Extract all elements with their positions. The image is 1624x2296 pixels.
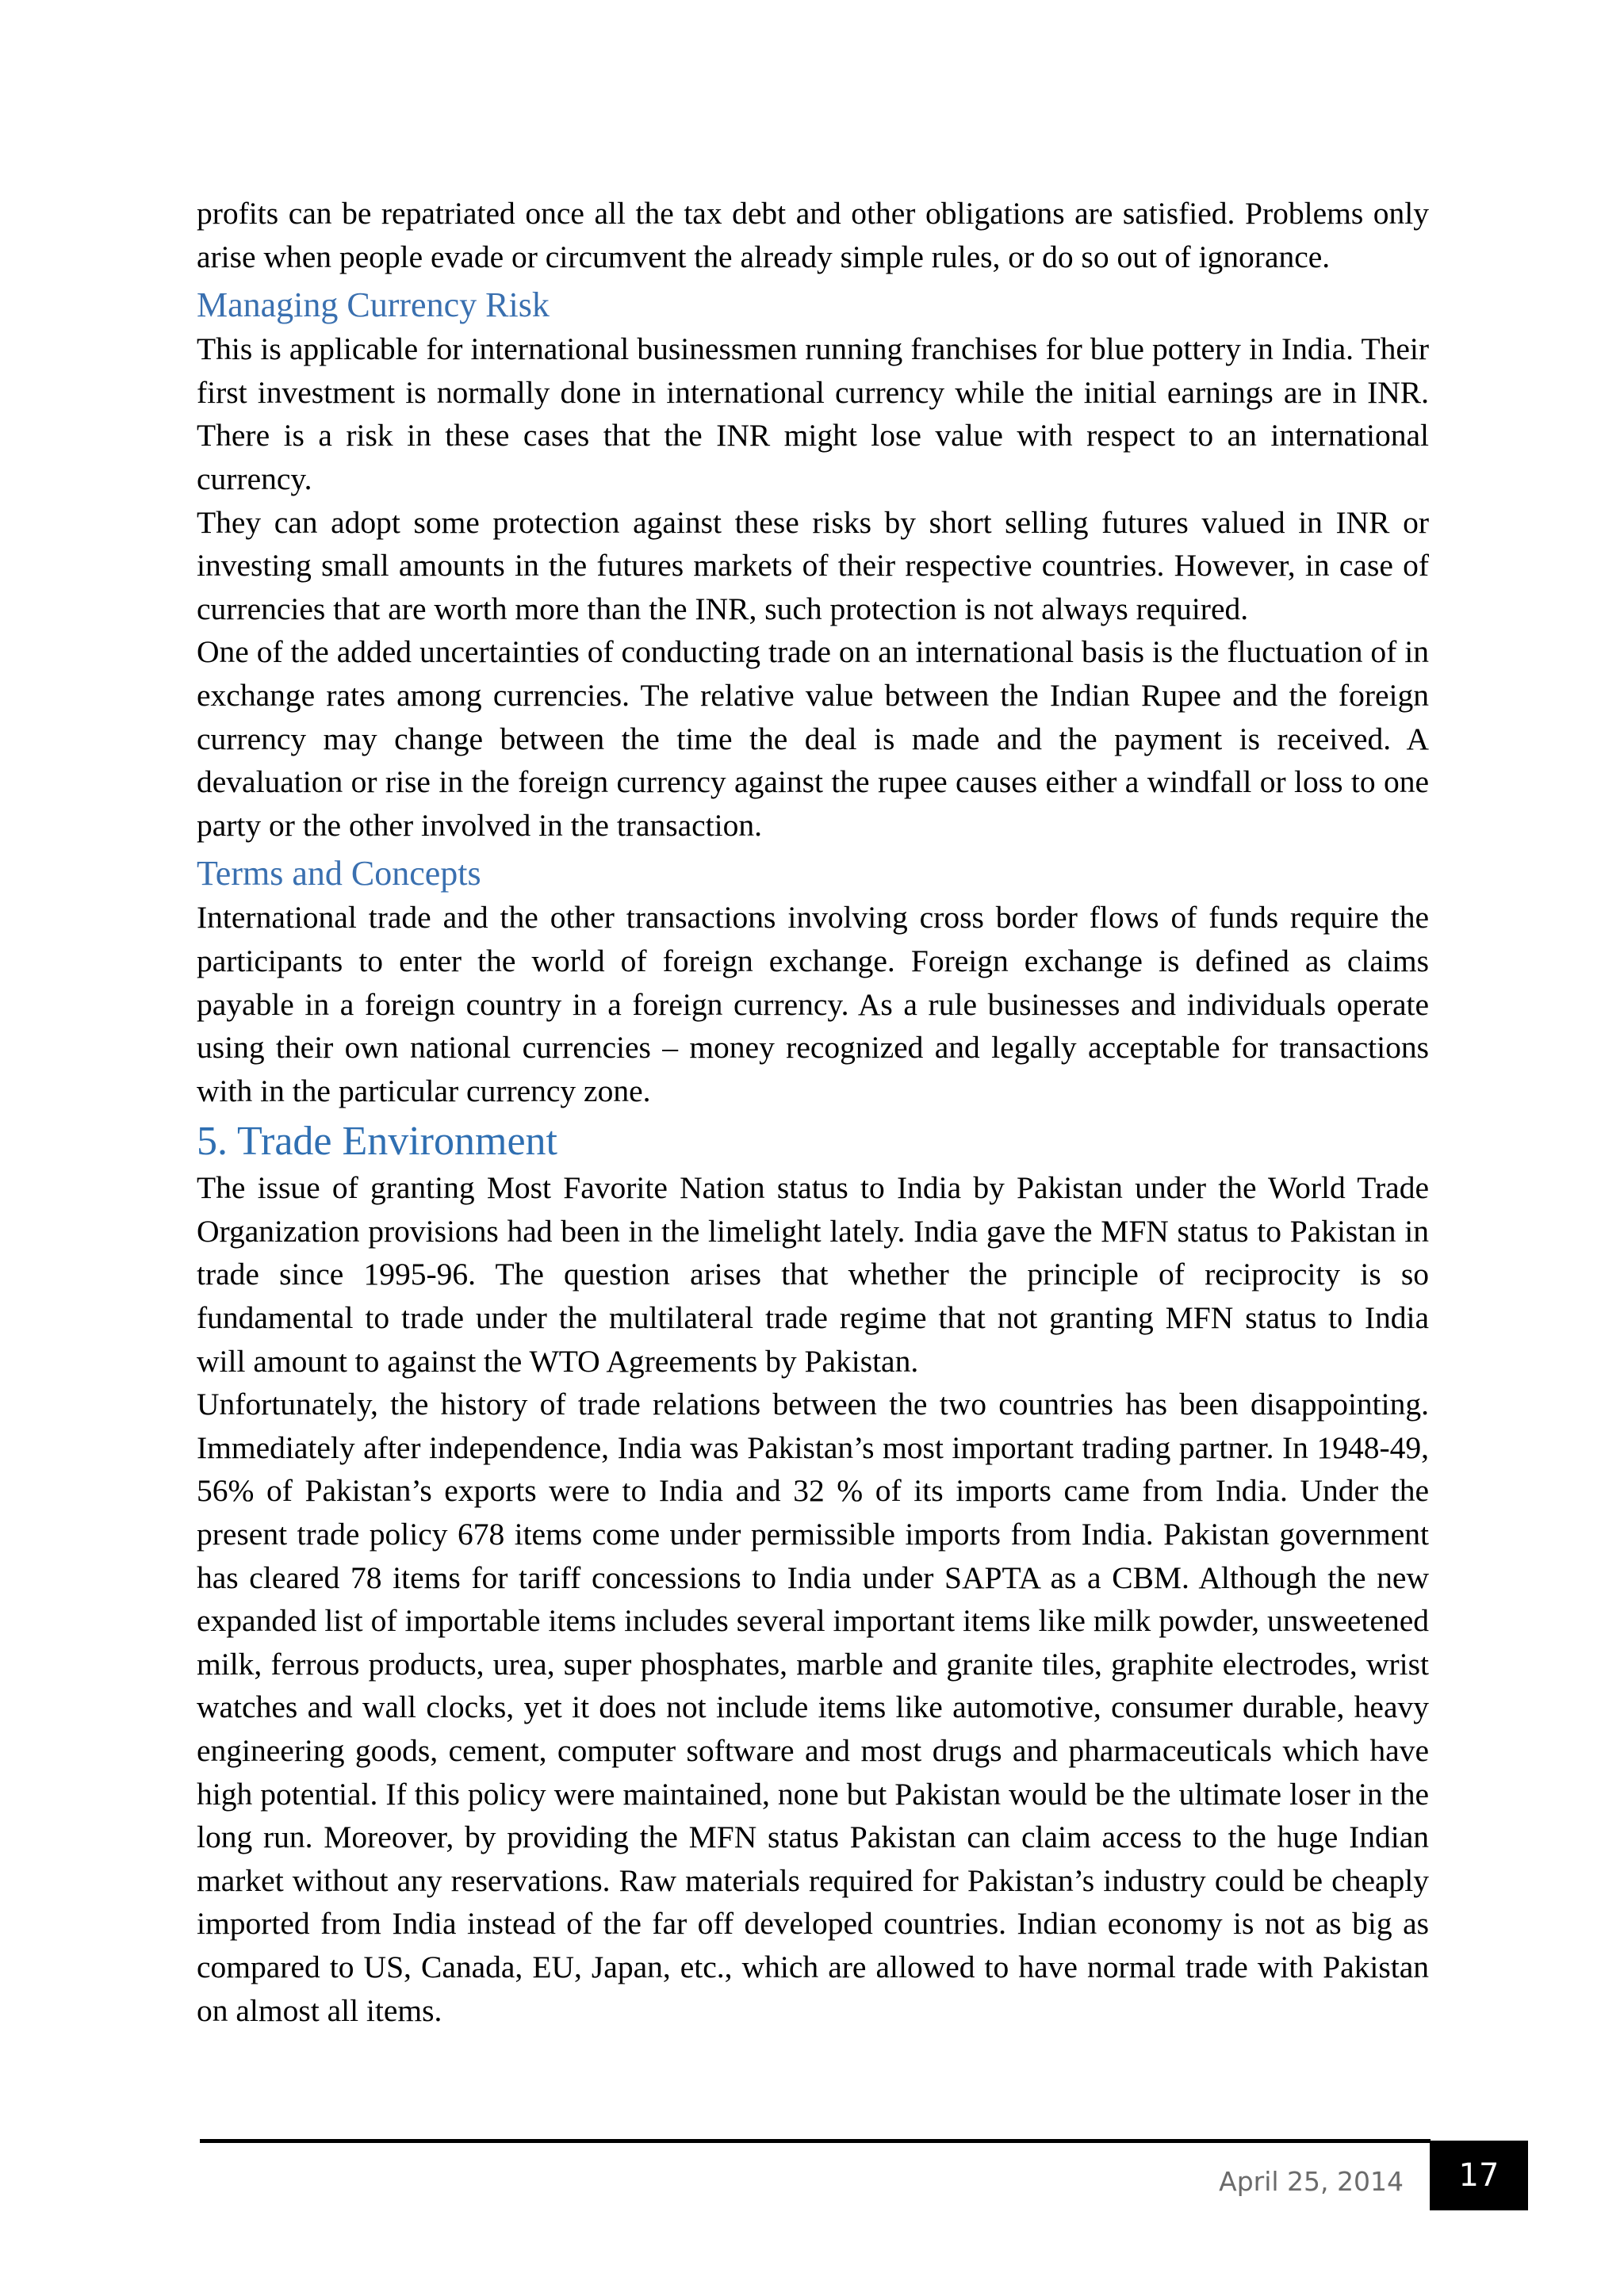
footer-divider (200, 2139, 1431, 2143)
footer-date: April 25, 2014 (1219, 2166, 1404, 2197)
trade-environment-paragraph-2: Unfortunately, the history of trade relations between the two countries has been disappointing. Immediately after independence, India was Pakistan’s most important trading partner. In 1948-49, 56% of Pakistan’s exports were to India and 32 % of its imports came from India. Under the present trade policy 678 items come under permissible imports from India. Pakistan government has cleared 78 items for tariff concessions to India under SAPTA as a CBM. Although the new expanded list of importable items includes several important items like milk powder, unsweetened milk, ferrous products, urea, super phosphates, marble and granite tiles, graphite electrodes, wrist watches and wall clocks, yet it does not include items like automotive, consumer durable, heavy engineering goods, cement, computer software and most drugs and pharmaceuticals which have high potential. If this policy were maintained, none but Pakistan would be the ultimate loser in the long run. Moreover, by providing the MFN status Pakistan can claim access to the huge Indian market without any reservations. Raw materials required for Pakistan’s industry could be cheaply imported from India instead of the far off developed countries. Indian economy is not as big as compared to US, Canada, EU, Japan, etc., which are allowed to have normal trade with Pakistan on almost all items. (197, 1387, 1429, 2028)
heading-trade-environment: 5. Trade Environment (197, 1119, 557, 1165)
heading-terms-and-concepts: Terms and Concepts (197, 854, 481, 894)
trade-environment-paragraph-1: The issue of granting Most Favorite Nation status to India by Pakistan under the World Trade Organization provisions had been in the limelight lately. India gave the MFN status to Pakistan in trade since 1995-96. The question arises that whether the principle of reciprocity is so fundamental to trade under the multilateral trade regime that not granting MFN status to India will amount to against the WTO Agreements by Pakistan. (197, 1170, 1429, 1379)
heading-managing-currency-risk: Managing Currency Risk (197, 285, 550, 325)
currency-risk-paragraph-3: One of the added uncertainties of conducting trade on an international basis is the fluctuation of in exchange rates among currencies. The relative value between the Indian Rupee and the foreign currency may change between the time the deal is made and the payment is received. A devaluation or rise in the foreign currency against the rupee causes either a windfall or loss to one party or the other involved in the transaction. (197, 634, 1429, 843)
page-number-badge (1430, 2141, 1528, 2210)
currency-risk-paragraph-2: They can adopt some protection against these risks by short selling futures valued in INR or investing small amounts in the futures markets of their respective countries. However, in case of currencies that are worth more than the INR, such protection is not always required. (197, 504, 1429, 626)
page-content (197, 192, 1429, 2032)
currency-risk-paragraph-1: This is applicable for international businessmen running franchises for blue pottery in India. Their first investment is normally done in international currency while the initial earnings are in INR. There is a risk in these cases that the INR might lose value with respect to an international currency. (197, 331, 1429, 496)
page-number: 17 (1458, 2157, 1500, 2194)
intro-paragraph: profits can be repatriated once all the tax debt and other obligations are satisfied. Problems only arise when people evade or circumvent the already simple rules, or do so out of ignorance. (197, 196, 1429, 274)
terms-concepts-paragraph-1: International trade and the other transactions involving cross border flows of funds require the participants to enter the world of foreign exchange. Foreign exchange is defined as claims payable in a foreign country in a foreign currency. As a rule businesses and individuals operate using their own national currencies – money recognized and legally acceptable for transactions with in the particular currency zone. (197, 900, 1429, 1108)
